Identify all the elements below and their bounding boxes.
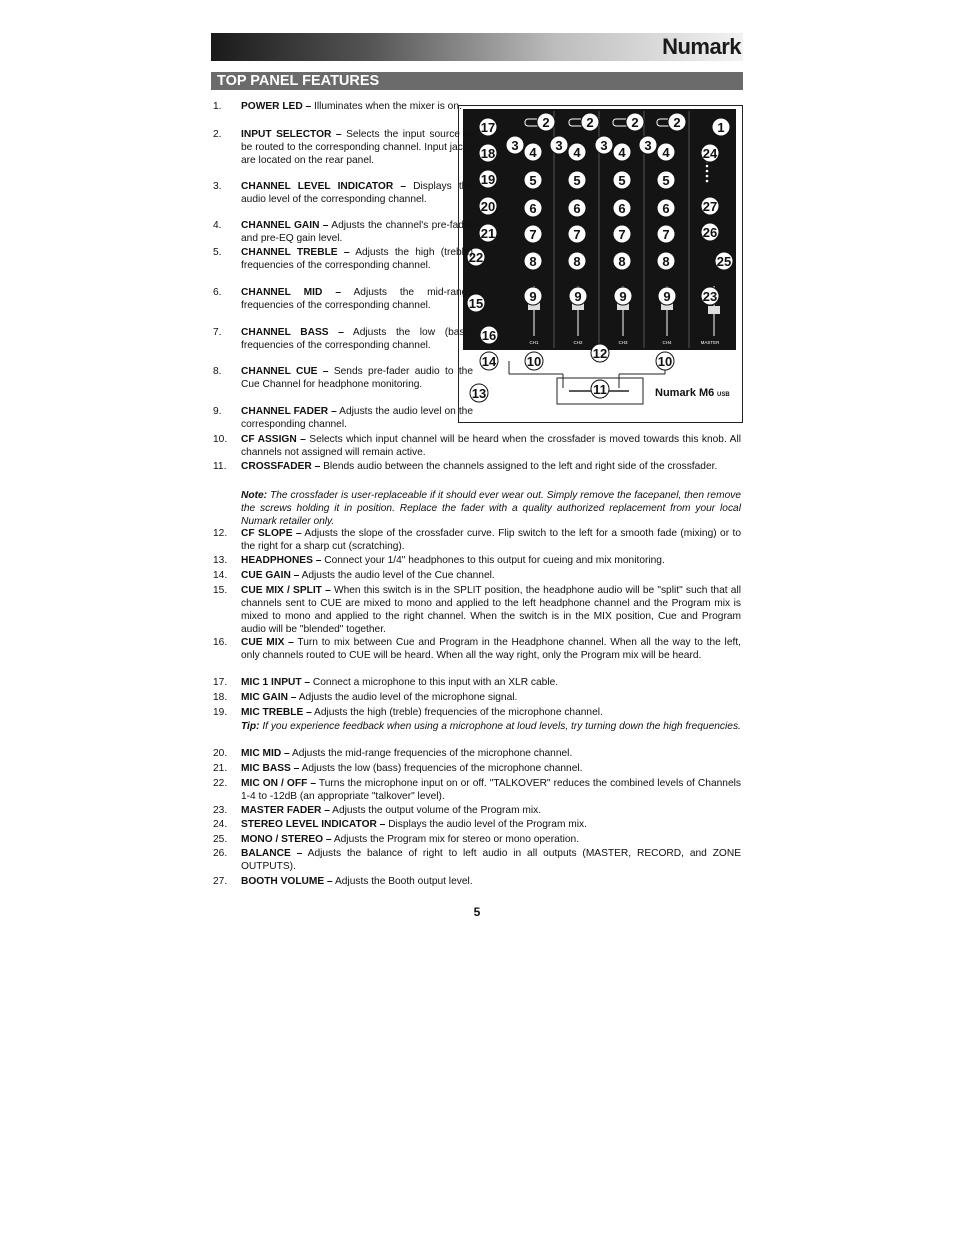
item-term: CHANNEL TREBLE – xyxy=(241,247,350,258)
channel-label: CH2 xyxy=(573,340,583,345)
item-text xyxy=(241,876,741,889)
item-term: CHANNEL MID – xyxy=(241,287,342,298)
callout-number: 16 xyxy=(481,328,497,343)
item-number: 22. xyxy=(213,778,228,789)
item-text xyxy=(241,677,741,690)
item-text xyxy=(241,528,741,554)
note-label: Note: xyxy=(241,490,268,501)
note-text: The crossfader is user-replaceable if it should ever wear out. Simply remove the facepanel, then remove the screws holding it in position. Replace the fader with a quality authorized replacement from your local Numark retailer only. xyxy=(241,490,741,527)
led xyxy=(706,170,709,173)
item-term: MIC ON / OFF – xyxy=(241,778,317,789)
callout-number: 8 xyxy=(662,254,670,269)
item-description: Selects the input source to be routed to the corresponding channel. Input jacks are located on the rear panel. xyxy=(241,129,473,166)
callout-number: 2 xyxy=(586,115,594,130)
item-number: 9. xyxy=(213,406,222,417)
item-term: CF ASSIGN – xyxy=(241,434,306,445)
callout-number: 8 xyxy=(573,254,581,269)
item-term: BALANCE – xyxy=(241,848,303,859)
callout-number: 7 xyxy=(529,227,537,242)
item-description: Blends audio between the channels assigned to the left and right side of the crossfader. xyxy=(320,461,718,472)
item-number: 26. xyxy=(213,848,228,859)
item-description: Adjusts the audio level of the microphone signal. xyxy=(296,692,518,703)
item-text xyxy=(241,819,741,832)
item-term: CHANNEL BASS – xyxy=(241,327,344,338)
item-number: 18. xyxy=(213,692,228,703)
item-number: 14. xyxy=(213,570,228,581)
mixer-illustration xyxy=(459,106,742,422)
item-text xyxy=(241,101,473,114)
item-number: 27. xyxy=(213,876,228,887)
mic-tip xyxy=(241,721,741,734)
item-number: 12. xyxy=(213,528,228,539)
item-description: Adjusts the Booth output level. xyxy=(332,876,473,887)
item-text xyxy=(241,220,473,246)
item-text xyxy=(241,129,473,168)
item-number: 10. xyxy=(213,434,228,445)
item-term: CUE MIX – xyxy=(241,637,294,648)
item-term: HEADPHONES – xyxy=(241,555,322,566)
item-number: 1. xyxy=(213,101,222,112)
item-term: MIC TREBLE – xyxy=(241,707,312,718)
callout-number: 8 xyxy=(529,254,537,269)
item-term: MIC 1 INPUT – xyxy=(241,677,311,688)
callout-number: 8 xyxy=(618,254,626,269)
item-number: 7. xyxy=(213,327,222,338)
item-number: 23. xyxy=(213,805,228,816)
item-description: Turn to mix between Cue and Program in the Headphone channel. When all the way to the left, only channels routed to CUE will be heard. When all the way right, only the Program mix will be heard. xyxy=(241,637,741,661)
callout-number: 4 xyxy=(662,145,670,160)
callout-number: 20 xyxy=(480,199,496,214)
item-number: 25. xyxy=(213,834,228,845)
callout-number: 10 xyxy=(526,354,542,369)
item-description: Adjusts the audio level on the corresponding channel. xyxy=(241,406,473,430)
item-text xyxy=(241,848,741,874)
item-term: CUE GAIN – xyxy=(241,570,300,581)
master-fader-knob xyxy=(708,306,720,314)
callout-number: 18 xyxy=(480,146,496,161)
callout-number: 10 xyxy=(657,354,673,369)
item-description: Adjusts the slope of the crossfader curve. Flip switch to the left for a smooth fade (mixing) or to the right for a sharp cut (scratching). xyxy=(241,528,741,552)
item-description: Adjusts the output volume of the Program mix. xyxy=(329,805,542,816)
item-text xyxy=(241,637,741,663)
item-number: 15. xyxy=(213,585,228,596)
header-banner xyxy=(211,33,743,61)
callout-number: 15 xyxy=(468,296,484,311)
item-text xyxy=(241,366,473,392)
item-text xyxy=(241,287,473,313)
model-label: Numark M6 xyxy=(655,387,715,399)
item-term: CROSSFADER – xyxy=(241,461,321,472)
callout-number: 23 xyxy=(702,289,718,304)
callout-number: 22 xyxy=(468,250,484,265)
callout-number: 13 xyxy=(471,386,487,401)
callout-number: 4 xyxy=(529,145,537,160)
model-suffix: USB xyxy=(717,392,730,398)
item-description: Adjusts the mid-range frequencies of the microphone channel. xyxy=(289,748,573,759)
item-number: 16. xyxy=(213,637,228,648)
item-description: Connect your 1/4" headphones to this output for cueing and mix monitoring. xyxy=(321,555,665,566)
item-term: CHANNEL LEVEL INDICATOR – xyxy=(241,181,407,192)
item-number: 3. xyxy=(213,181,222,192)
led xyxy=(706,165,709,168)
item-term: MONO / STEREO – xyxy=(241,834,332,845)
item-description: Displays the audio level of the Program mix. xyxy=(385,819,587,830)
callout-number: 1 xyxy=(717,120,725,135)
page-number: 5 xyxy=(473,905,481,919)
item-description: Adjusts the audio level of the Cue channel. xyxy=(299,570,495,581)
channel-label: MASTER xyxy=(700,340,720,345)
item-number: 5. xyxy=(213,247,222,258)
callout-number: 4 xyxy=(618,145,626,160)
callout-number: 2 xyxy=(631,115,639,130)
item-description: Adjusts the mid-range frequencies of the corresponding channel. xyxy=(241,287,473,311)
led xyxy=(706,175,709,178)
item-text xyxy=(241,778,741,804)
callout-number: 21 xyxy=(480,226,496,241)
item-text xyxy=(241,748,741,761)
item-description: Illuminates when the mixer is on. xyxy=(311,101,462,112)
callout-number: 9 xyxy=(619,289,627,304)
item-term: MIC BASS – xyxy=(241,763,300,774)
item-number: 6. xyxy=(213,287,222,298)
callout-number: 27 xyxy=(702,199,718,214)
callout-number: 14 xyxy=(481,354,497,369)
callout-number: 6 xyxy=(618,201,626,216)
item-number: 21. xyxy=(213,763,228,774)
item-text xyxy=(241,555,741,568)
note-label: Tip: xyxy=(241,721,260,732)
item-text xyxy=(241,805,741,818)
callout-number: 9 xyxy=(663,289,671,304)
item-number: 24. xyxy=(213,819,228,830)
callout-number: 11 xyxy=(593,382,607,397)
channel-label: CH1 xyxy=(529,340,539,345)
item-description: Connect a microphone to this input with an XLR cable. xyxy=(310,677,559,688)
item-number: 20. xyxy=(213,748,228,759)
note-text: If you experience feedback when using a microphone at loud levels, try turning down the high frequencies. xyxy=(259,721,741,732)
item-text xyxy=(241,247,473,273)
item-text xyxy=(241,763,741,776)
item-text xyxy=(241,434,741,460)
item-description: Adjusts the high (treble) frequencies of the corresponding channel. xyxy=(241,247,473,271)
callout-number: 3 xyxy=(511,138,519,153)
item-description: Adjusts the channel's pre-fader and pre-EQ gain level. xyxy=(241,220,473,244)
channel-label: CH3 xyxy=(618,340,628,345)
item-term: MIC GAIN – xyxy=(241,692,297,703)
item-term: BOOTH VOLUME – xyxy=(241,876,333,887)
item-text xyxy=(241,692,741,705)
item-term: MASTER FADER – xyxy=(241,805,330,816)
item-text xyxy=(241,570,741,583)
led xyxy=(706,180,709,183)
item-term: CHANNEL CUE – xyxy=(241,366,329,377)
callout-number: 5 xyxy=(573,173,581,188)
item-number: 13. xyxy=(213,555,228,566)
item-number: 4. xyxy=(213,220,222,231)
callout-number: 19 xyxy=(480,172,496,187)
callout-number: 2 xyxy=(673,115,681,130)
callout-number: 12 xyxy=(592,346,608,361)
item-description: Adjusts the low (bass) frequencies of the microphone channel. xyxy=(299,763,583,774)
callout-number: 4 xyxy=(573,145,581,160)
callout-number: 25 xyxy=(716,254,732,269)
item-text xyxy=(241,834,741,847)
section-title: TOP PANEL FEATURES xyxy=(217,73,380,89)
channel-label: CH4 xyxy=(662,340,672,345)
callout-number: 9 xyxy=(529,289,537,304)
item-text xyxy=(241,585,741,637)
callout-number: 5 xyxy=(618,173,626,188)
callout-number: 24 xyxy=(702,146,718,161)
item-term: STEREO LEVEL INDICATOR – xyxy=(241,819,386,830)
item-description: Displays the audio level of the corresponding channel. xyxy=(241,181,473,205)
item-text xyxy=(241,707,741,720)
item-text xyxy=(241,461,741,474)
item-description: Sends pre-fader audio to the Cue Channel for headphone monitoring. xyxy=(241,366,473,390)
callout-number: 5 xyxy=(529,173,537,188)
item-description: Adjusts the low (bass) frequencies of the corresponding channel. xyxy=(241,327,473,351)
callout-number: 9 xyxy=(574,289,582,304)
item-text xyxy=(241,181,473,207)
item-description: Adjusts the Program mix for stereo or mono operation. xyxy=(331,834,580,845)
mixer-diagram xyxy=(458,105,743,423)
item-term: CHANNEL GAIN – xyxy=(241,220,329,231)
item-term: CF SLOPE – xyxy=(241,528,302,539)
callout-number: 7 xyxy=(573,227,581,242)
item-description: When this switch is in the SPLIT position, the headphone audio will be "split" such that all channels sent to CUE are mixed to mono and applied to the left headphone channel and the Program mix is mixed to mono and applied to the right channel. When the switch is in the MIX position, Cue and Program audio will be "blended" together. xyxy=(241,585,741,635)
item-term: POWER LED – xyxy=(241,101,312,112)
callout-number: 3 xyxy=(555,138,563,153)
callout-number: 3 xyxy=(644,138,652,153)
item-number: 2. xyxy=(213,129,222,140)
item-text xyxy=(241,327,473,353)
item-text xyxy=(241,406,473,432)
callout-number: 26 xyxy=(702,225,718,240)
callout-number: 2 xyxy=(542,115,550,130)
callout-number: 5 xyxy=(662,173,670,188)
crossfader-note xyxy=(241,490,741,529)
item-number: 17. xyxy=(213,677,228,688)
callout-number: 6 xyxy=(573,201,581,216)
item-term: INPUT SELECTOR – xyxy=(241,129,342,140)
callout-number: 6 xyxy=(662,201,670,216)
callout-number: 17 xyxy=(480,120,496,135)
item-term: CUE MIX / SPLIT – xyxy=(241,585,331,596)
brand-logo: Numark xyxy=(662,34,741,59)
item-term: MIC MID – xyxy=(241,748,290,759)
item-description: Adjusts the balance of right to left audio in all outputs (MASTER, RECORD, and ZONE OUTPUTS). xyxy=(241,848,741,872)
callout-number: 3 xyxy=(600,138,608,153)
callout-number: 6 xyxy=(529,201,537,216)
callout-number: 7 xyxy=(662,227,670,242)
callout-number: 7 xyxy=(618,227,626,242)
item-term: CHANNEL FADER – xyxy=(241,406,337,417)
item-description: Selects which input channel will be heard when the crossfader is moved towards this knob. All channels not assigned will remain active. xyxy=(241,434,741,458)
item-description: Turns the microphone input on or off. "TALKOVER" reduces the combined levels of Channels 1-4 to -12dB (an appropriate "talkover" level). xyxy=(241,778,741,802)
section-header xyxy=(211,72,743,90)
item-number: 8. xyxy=(213,366,222,377)
item-description: Adjusts the high (treble) frequencies of the microphone channel. xyxy=(311,707,603,718)
item-number: 11. xyxy=(213,461,227,472)
item-number: 19. xyxy=(213,707,228,718)
